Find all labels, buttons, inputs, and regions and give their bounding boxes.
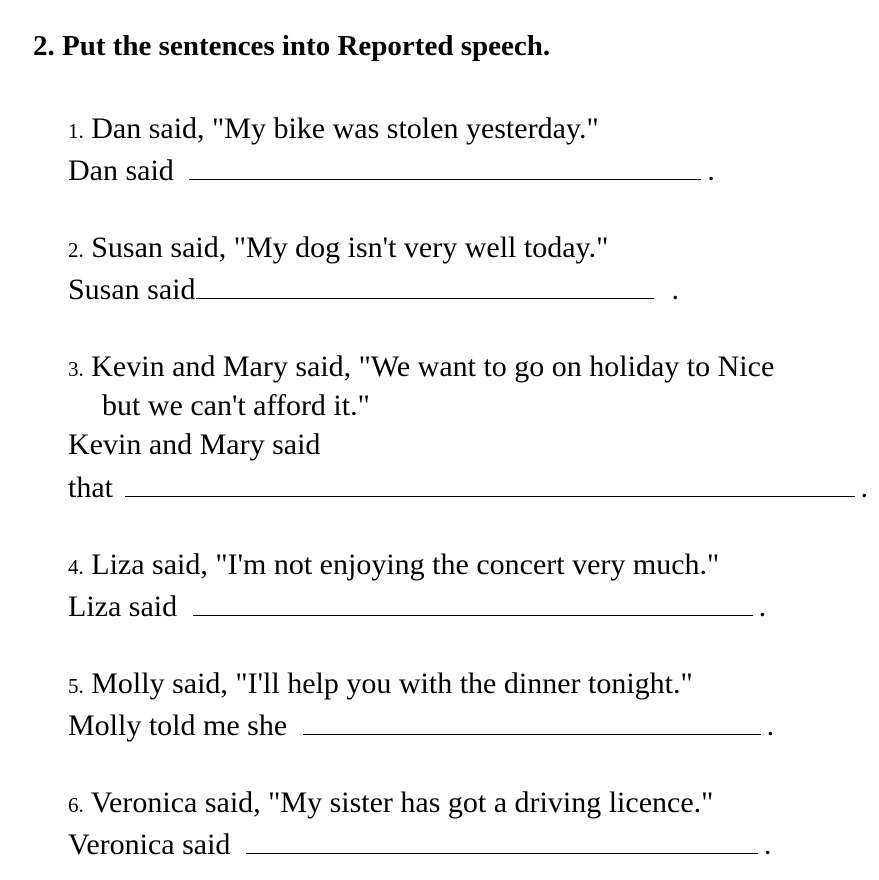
item-number: 2. bbox=[68, 238, 84, 262]
answer-lead: Dan said bbox=[68, 154, 174, 187]
answer-lead: Molly told me she bbox=[68, 709, 288, 742]
answer-lead: Veronica said bbox=[68, 828, 231, 861]
item-1-quote bbox=[68, 114, 599, 144]
quote-text: Molly said, "I'll help you with the dinner tonight." bbox=[91, 667, 693, 700]
answer-blank[interactable] bbox=[193, 589, 753, 616]
answer-end: . bbox=[766, 709, 775, 742]
item-3-answer-cont bbox=[68, 470, 868, 503]
quote-text: Liza said, "I'm not enjoying the concert very much." bbox=[91, 548, 720, 581]
answer-lead: Kevin and Mary said bbox=[68, 428, 321, 461]
item-number: 3. bbox=[68, 357, 84, 381]
item-number: 6. bbox=[68, 793, 84, 817]
item-4-quote bbox=[68, 550, 719, 580]
answer-blank[interactable] bbox=[196, 272, 654, 299]
item-2-answer bbox=[68, 272, 679, 305]
answer-blank[interactable] bbox=[189, 153, 701, 180]
item-number: 4. bbox=[68, 555, 84, 579]
quote-text: Dan said, "My bike was stolen yesterday." bbox=[91, 112, 599, 145]
item-3-quote bbox=[68, 352, 774, 382]
item-2-quote bbox=[68, 233, 608, 263]
answer-lead: Susan said bbox=[68, 273, 196, 306]
answer-blank[interactable] bbox=[303, 708, 761, 735]
item-6-answer bbox=[68, 827, 771, 860]
quote-text: Veronica said, "My sister has got a driving licence." bbox=[90, 786, 714, 819]
item-number: 5. bbox=[68, 674, 84, 698]
answer-end: . bbox=[707, 154, 715, 187]
item-5-answer bbox=[68, 708, 774, 741]
item-1-answer bbox=[68, 153, 715, 186]
answer-lead-2: that bbox=[68, 471, 113, 504]
answer-blank[interactable] bbox=[246, 827, 758, 854]
answer-end: . bbox=[758, 590, 767, 623]
quote-text: Kevin and Mary said, "We want to go on holiday to Nice bbox=[91, 350, 775, 383]
item-3-answer bbox=[68, 430, 320, 460]
item-4-answer bbox=[68, 589, 766, 622]
answer-blank[interactable] bbox=[125, 470, 855, 497]
quote-text: Susan said, "My dog isn't very well today." bbox=[91, 231, 609, 264]
item-6-quote bbox=[68, 788, 713, 818]
item-5-quote bbox=[68, 669, 693, 699]
answer-end: . bbox=[763, 828, 772, 861]
quote-text-continued: but we can't afford it." bbox=[102, 389, 370, 422]
item-3-quote-cont bbox=[102, 391, 370, 421]
answer-lead: Liza said bbox=[68, 590, 178, 623]
answer-end: . bbox=[671, 273, 679, 306]
exercise-title: 2. Put the sentences into Reported speech. bbox=[33, 30, 551, 62]
answer-end: . bbox=[860, 471, 868, 504]
item-number: 1. bbox=[68, 119, 84, 143]
